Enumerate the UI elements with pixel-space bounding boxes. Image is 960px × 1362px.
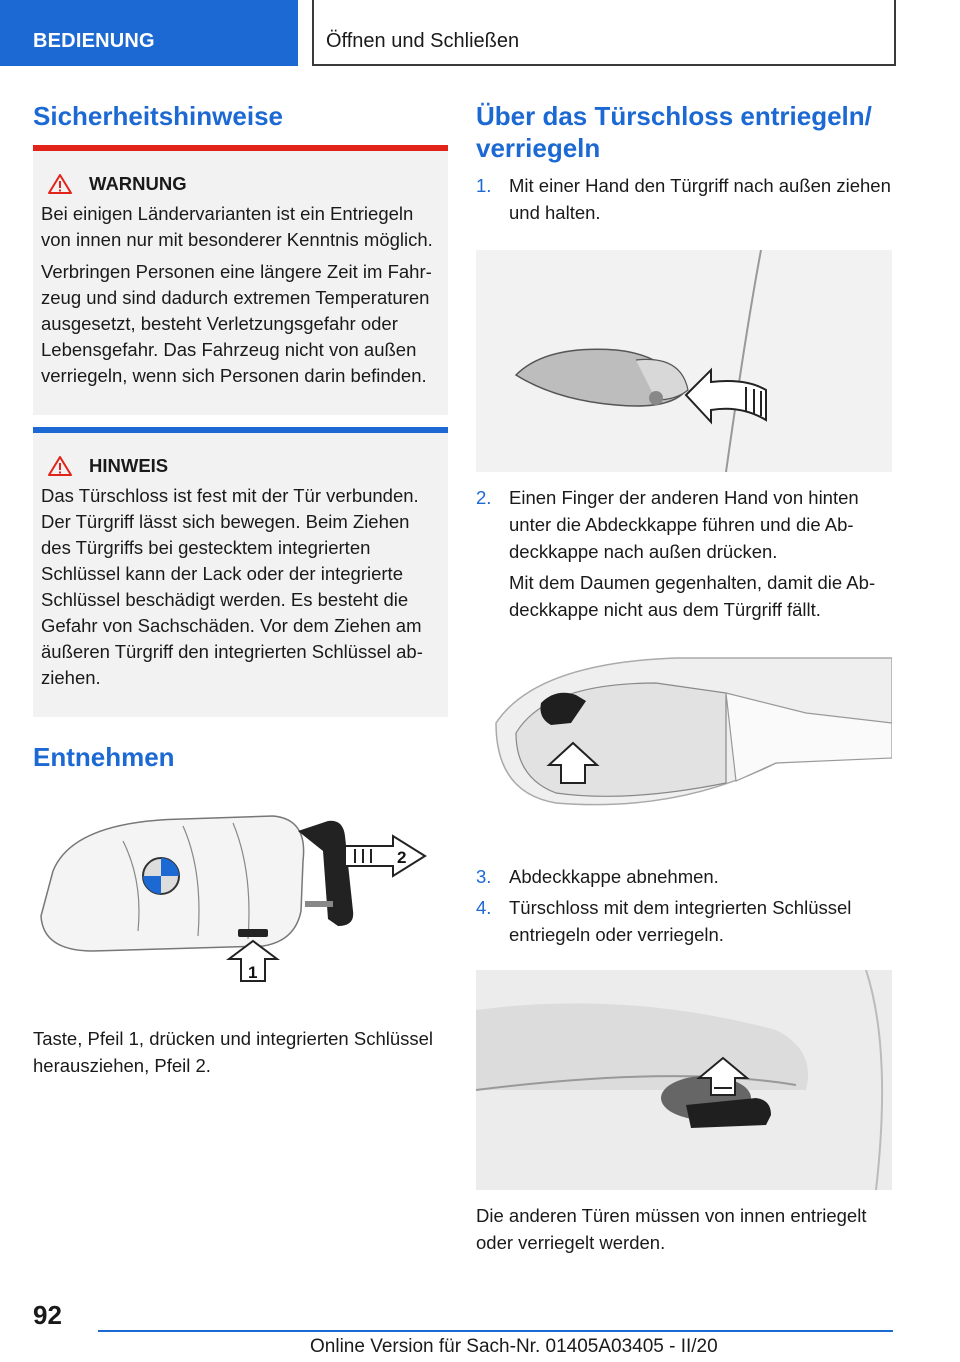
warning-text-1: Bei einigen Ländervarianten ist ein Entriegeln von innen nur mit besonderer Kenntnis möglich. — [41, 203, 433, 250]
step-text: Abdeckkappe abnehmen. — [509, 866, 719, 887]
page-header — [0, 0, 960, 66]
steps-list-b — [476, 484, 892, 627]
section-tab: BEDIENUNG — [0, 0, 298, 66]
warning-title: WARNUNG — [89, 173, 187, 194]
cover-cap-illustration — [476, 653, 892, 813]
steps-list-c — [476, 863, 892, 952]
cover-cap-figure — [476, 653, 892, 813]
step-note: Mit dem Daumen gegenhalten, damit die Abdeckkappe nicht aus dem Türgriff fällt. — [509, 572, 876, 620]
page-number: 92 — [33, 1300, 62, 1330]
warning-triangle-icon — [47, 173, 73, 195]
chapter-title: Öffnen und Schließen — [312, 0, 896, 66]
warning-triangle-icon — [47, 455, 73, 477]
key-figure — [33, 801, 448, 991]
notice-text: Das Türschloss ist fest mit der Tür verbunden. Der Türgriff lässt sich bewegen. Beim Ziehen des Türgriffs bei gestecktem integrierten Schlüssel kann der Lack oder der integrierte Schlüssel beschädigt werden. Es besteht die Gefahr von Sachschäden. Vor dem Ziehen am äußeren Türgriff den integrierten Schlüssel abziehen. — [41, 485, 423, 688]
step-item — [476, 484, 892, 627]
closing-text: Die anderen Türen müssen von innen entriegelt oder verriegelt werden. — [476, 1205, 867, 1253]
left-column — [33, 100, 448, 1079]
step-item — [476, 172, 892, 230]
warning-box — [33, 145, 448, 415]
arrow-label-1: 1 — [248, 963, 258, 982]
door-handle-figure — [476, 250, 892, 472]
arrow-label-2: 2 — [397, 848, 407, 867]
heading-remove: Entnehmen — [33, 742, 175, 772]
key-illustration — [33, 801, 448, 991]
notice-title: HINWEIS — [89, 455, 169, 476]
step-text: Einen Finger der anderen Hand von hinten unter die Abdeckkappe führen und die Abdeckkappe nach außen drücken. — [509, 487, 859, 562]
heading-door-lock: Über das Türschloss entriegeln/ verriegeln — [476, 101, 872, 163]
notice-box — [33, 427, 448, 717]
warning-text-2: Verbringen Personen eine längere Zeit im Fahrzeug und sind dadurch extremen Temperaturen ausgesetzt, besteht Verletzungsgefahr oder Lebensgefahr. Das Fahrzeug nicht von außen verriegeln, wenn sich Personen darin befinden. — [41, 261, 432, 386]
footer-text: Online Version für Sach-Nr. 01405A03405 - II/20 — [310, 1336, 718, 1357]
step-number: 1. — [476, 175, 492, 196]
key-insert-figure — [476, 970, 892, 1190]
steps-list-a — [476, 172, 892, 230]
right-column — [476, 100, 892, 1256]
key-caption: Taste, Pfeil 1, drücken und integrierten Schlüssel herausziehen, Pfeil 2. — [33, 1028, 434, 1076]
step-item — [476, 894, 892, 952]
footer-divider — [98, 1330, 893, 1332]
step-item — [476, 863, 892, 894]
heading-safety: Sicherheitshinweise — [33, 101, 283, 131]
key-insert-illustration — [476, 970, 892, 1190]
step-text: Mit einer Hand den Türgriff nach außen ziehen und halten. — [509, 175, 891, 223]
step-number: 3. — [476, 866, 492, 887]
step-number: 4. — [476, 897, 492, 918]
door-handle-illustration — [476, 250, 892, 472]
step-text: Türschloss mit dem integrierten Schlüssel entriegeln oder verriegeln. — [509, 897, 852, 945]
step-number: 2. — [476, 487, 492, 508]
